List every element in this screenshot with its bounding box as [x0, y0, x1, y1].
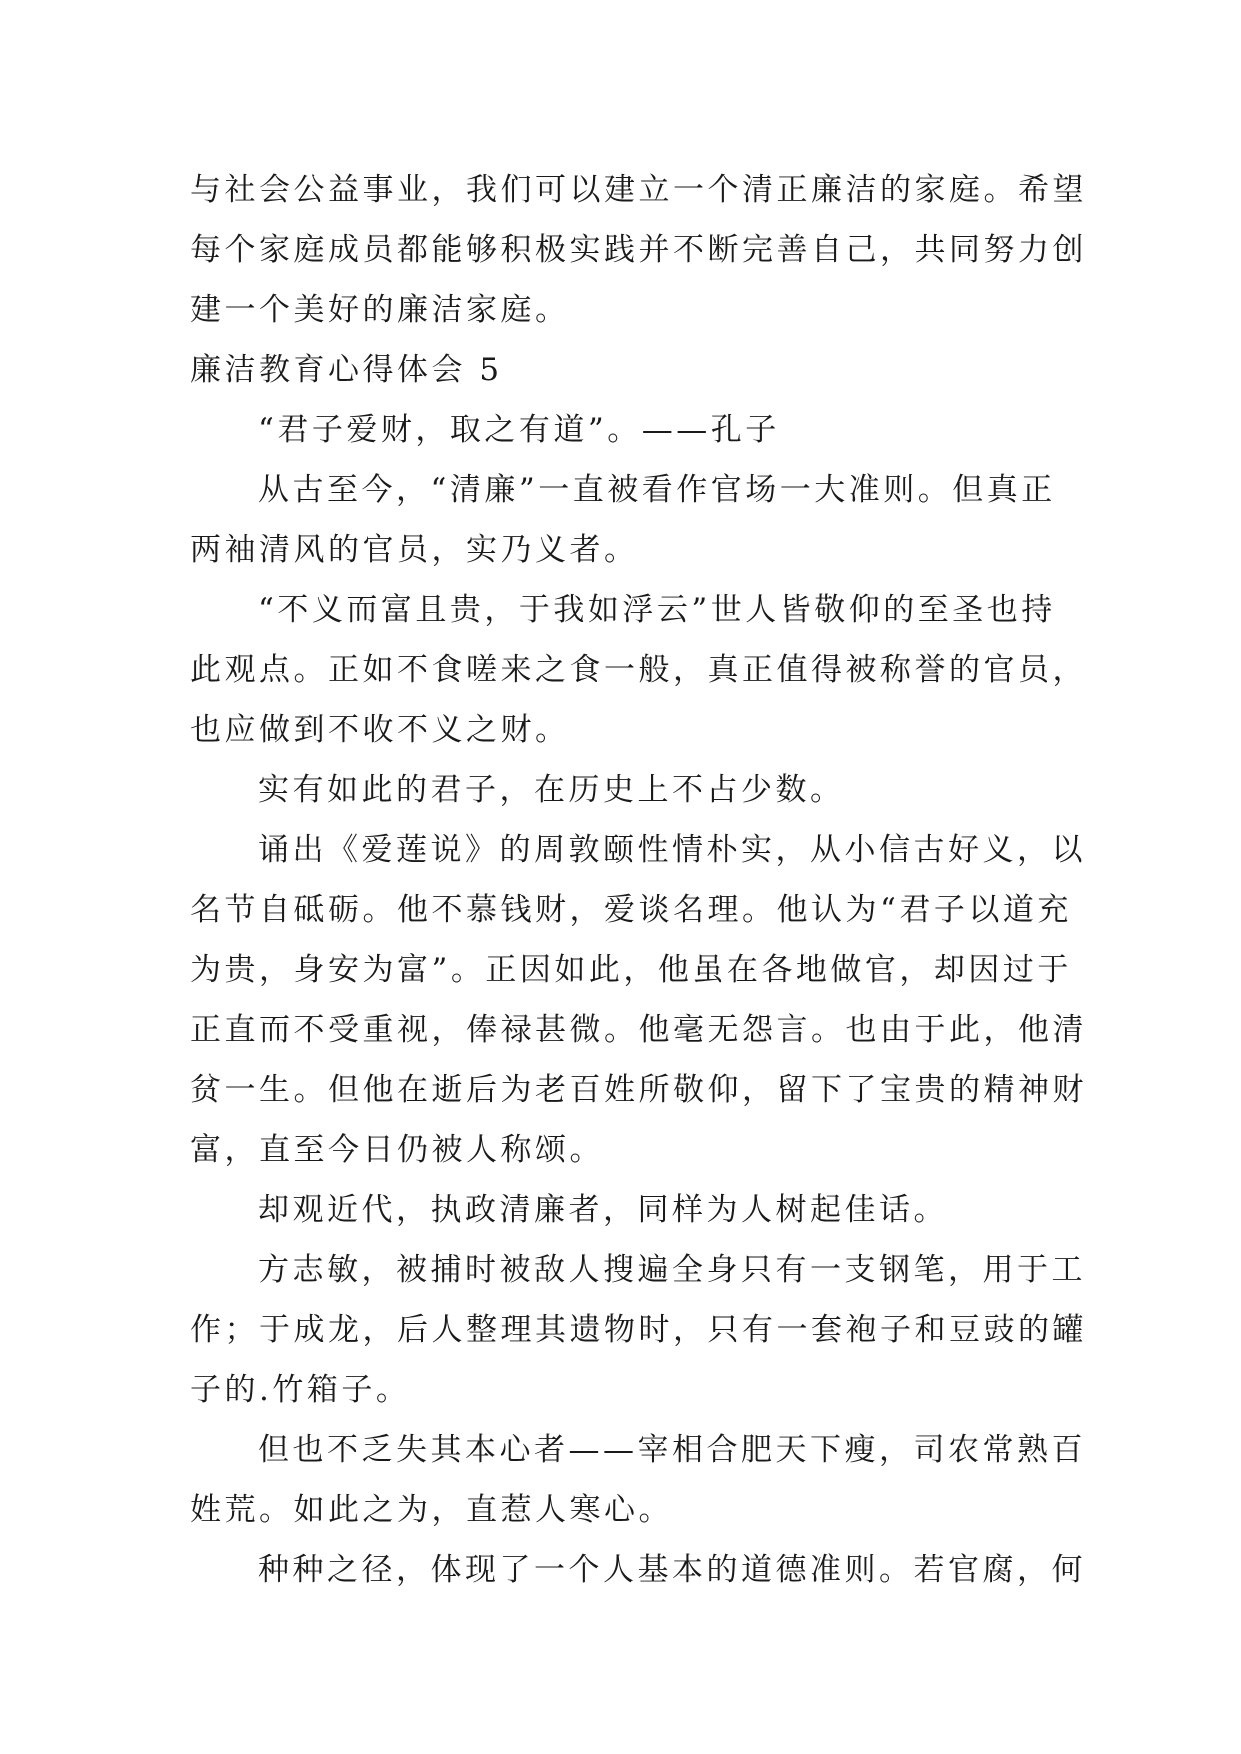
text-line: 与社会公益事业，我们可以建立一个清正廉洁的家庭。希望 — [190, 172, 1087, 208]
text-line: 为贵，身安为富”。正因如此，他虽在各地做官，却因过于 — [190, 952, 1072, 988]
text-line: 但也不乏失其本心者——宰相合肥天下瘦，司农常熟百 — [258, 1432, 1086, 1468]
section-heading: 廉洁教育心得体会 5 — [190, 352, 503, 388]
text-line: 名节自砥砺。他不慕钱财，爱谈名理。他认为“君子以道充 — [190, 892, 1072, 928]
text-line: “不义而富且贵，于我如浮云”世人皆敬仰的至圣也持 — [258, 592, 1056, 628]
text-line: 从古至今，“清廉”一直被看作官场一大准则。但真正 — [258, 472, 1056, 508]
text-line: 姓荒。如此之为，直惹人寒心。 — [190, 1492, 673, 1528]
text-line: 每个家庭成员都能够积极实践并不断完善自己，共同努力创 — [190, 232, 1087, 268]
text-line: 也应做到不收不义之财。 — [190, 712, 570, 748]
text-line: 作；于成龙，后人整理其遗物时，只有一套袍子和豆豉的罐 — [190, 1312, 1087, 1348]
text-line: 方志敏，被捕时被敌人搜遍全身只有一支钢笔，用于工 — [258, 1252, 1086, 1288]
document-body — [190, 160, 1087, 1600]
text-line: 贫一生。但他在逝后为老百姓所敬仰，留下了宝贵的精神财 — [190, 1072, 1087, 1108]
text-line: 建一个美好的廉洁家庭。 — [190, 292, 570, 328]
text-line: 却观近代，执政清廉者，同样为人树起佳话。 — [258, 1192, 948, 1228]
text-line: 种种之径，体现了一个人基本的道德准则。若官腐，何 — [258, 1552, 1086, 1588]
text-line: 正直而不受重视，俸禄甚微。他毫无怨言。也由于此，他清 — [190, 1012, 1087, 1048]
quote-line: “君子爱财，取之有道”。——孔子 — [258, 412, 780, 448]
text-line: 两袖清风的官员，实乃义者。 — [190, 532, 639, 568]
text-line: 子的.竹箱子。 — [190, 1372, 411, 1408]
text-line: 实有如此的君子，在历史上不占少数。 — [258, 772, 845, 808]
text-line: 诵出《爱莲说》的周敦颐性情朴实，从小信古好义，以 — [258, 832, 1086, 868]
text-line: 此观点。正如不食嗟来之食一般，真正值得被称誉的官员， — [190, 652, 1087, 688]
text-line: 富，直至今日仍被人称颂。 — [190, 1132, 604, 1168]
